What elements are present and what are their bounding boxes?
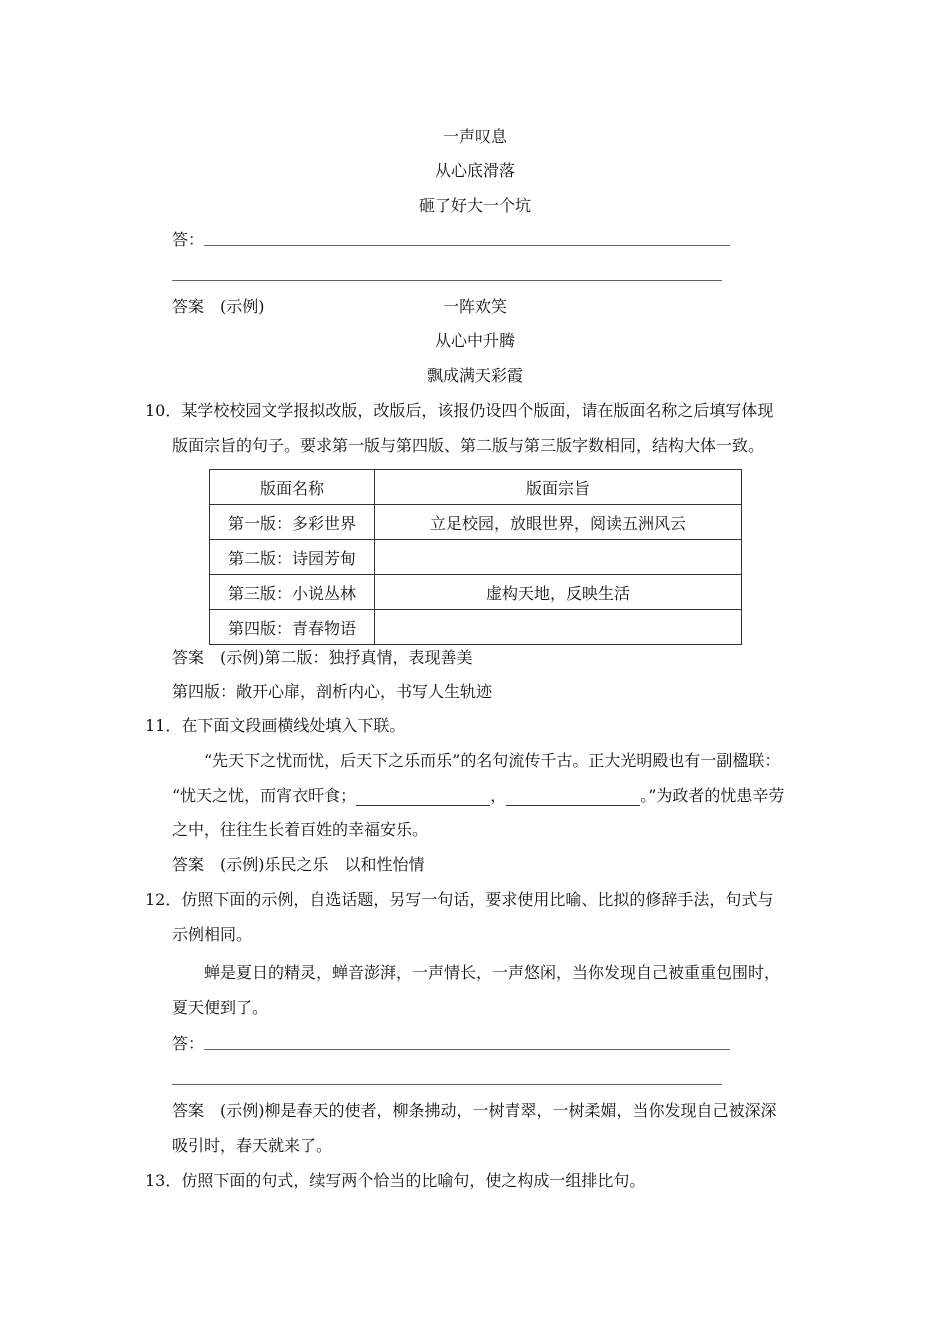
poem-answer-line-3: 飘成满天彩霞 <box>426 366 523 385</box>
table-cell: 第四版：青春物语 <box>210 610 375 645</box>
question-11-line-1 <box>145 716 405 736</box>
fill-blank-2[interactable] <box>506 789 640 806</box>
answer-prefix: 答案 <box>172 1101 221 1120</box>
question-11-paragraph-1: “先天下之忧而忧，后天下之乐而乐”的名句流传千古。正大光明殿也有一副楹联： <box>204 751 781 770</box>
table-cell-blank[interactable] <box>375 540 742 575</box>
question-12-line-2: 示例相同。 <box>172 925 253 944</box>
table-cell: 立足校园，放眼世界，阅读五洲风云 <box>375 505 742 540</box>
table-cell: 第一版：多彩世界 <box>210 505 375 540</box>
question-number: 13． <box>145 1171 182 1190</box>
question-12-answer-2: 吸引时，春天就来了。 <box>172 1136 333 1155</box>
question-13-line-1 <box>145 1171 645 1191</box>
poem-question-line-2: 从心底滑落 <box>434 161 515 180</box>
question-12-answer-1 <box>172 1101 777 1121</box>
question-text: 某学校校园文学报拟改版，改版后，该报仍设四个版面，请在版面名称之后填写体现 <box>181 401 774 420</box>
question-text: 在下面文段画横线处填入下联。 <box>181 716 406 735</box>
answer-text: (示例)乐民之乐 以和性怡情 <box>220 855 425 874</box>
answer-prefix: 答案 <box>172 648 221 667</box>
question-number: 10． <box>145 401 182 420</box>
answer-text: (示例)柳是春天的使者，柳条拂动，一树青翠，一树柔媚，当你发现自己被深深 <box>220 1101 777 1120</box>
question-12-example-2: 夏天便到了。 <box>172 998 269 1017</box>
table-header: 版面名称 <box>210 470 375 505</box>
answer-text: (示例)第二版：独抒真情，表现善美 <box>220 648 473 667</box>
poem-question-line-3: 砸了好大一个坑 <box>418 196 531 215</box>
table-cell: 第三版：小说丛林 <box>210 575 375 610</box>
answer-line[interactable] <box>204 1049 730 1050</box>
question-text: 仿照下面的句式，续写两个恰当的比喻句，使之构成一组排比句。 <box>181 1171 646 1190</box>
paragraph-text: “忧天之忧，而宵衣旰食； <box>172 786 357 805</box>
table-cell: 虚构天地，反映生活 <box>375 575 742 610</box>
question-10-line-2: 版面宗旨的句子。要求第一版与第四版、第二版与第三版字数相同，结构大体一致。 <box>172 436 765 455</box>
table-cell-blank[interactable] <box>375 610 742 645</box>
question-11-paragraph-2 <box>172 786 784 806</box>
fill-blank-1[interactable] <box>356 789 490 806</box>
table-header: 版面宗旨 <box>375 470 742 505</box>
question-10-answer-1 <box>172 648 473 668</box>
answer-line[interactable] <box>172 1084 722 1085</box>
table-header-row <box>210 470 742 505</box>
answer-line[interactable] <box>204 245 730 246</box>
answer-prefix: 答案 (示例) <box>172 297 265 316</box>
answer-label: 答： <box>172 230 205 249</box>
question-text: 仿照下面的示例，自选话题，另写一句话，要求使用比喻、比拟的修辞手法，句式与 <box>181 890 774 909</box>
question-12-example-1: 蝉是夏日的精灵，蝉音澎湃，一声情长，一声悠闲，当你发现自己被重重包围时， <box>204 963 781 982</box>
question-number: 12． <box>145 890 182 909</box>
answer-label: 答： <box>172 1034 205 1053</box>
poem-answer-line-2: 从心中升腾 <box>434 331 515 350</box>
table-row <box>210 575 742 610</box>
table-row <box>210 540 742 575</box>
question-10-line-1 <box>145 401 773 421</box>
question-10-answer-2: 第四版：敞开心扉，剖析内心，书写人生轨迹 <box>172 682 493 701</box>
answer-line[interactable] <box>172 280 722 281</box>
question-11-paragraph-3: 之中，往往生长着百姓的幸福安乐。 <box>172 820 429 839</box>
answer-prefix: 答案 <box>172 855 221 874</box>
question-11-answer <box>172 855 425 875</box>
question-12-line-1 <box>145 890 773 910</box>
paragraph-text: 。”为政者的忧患辛劳 <box>640 786 785 805</box>
table-row <box>210 610 742 645</box>
layout-table <box>209 469 742 645</box>
paragraph-text: ， <box>490 786 507 805</box>
poem-answer-line-1: 一阵欢笑 <box>442 297 507 316</box>
table-cell: 第二版：诗园芳甸 <box>210 540 375 575</box>
table-row <box>210 505 742 540</box>
poem-question-line-1: 一声叹息 <box>442 127 507 146</box>
question-number: 11． <box>145 716 182 735</box>
